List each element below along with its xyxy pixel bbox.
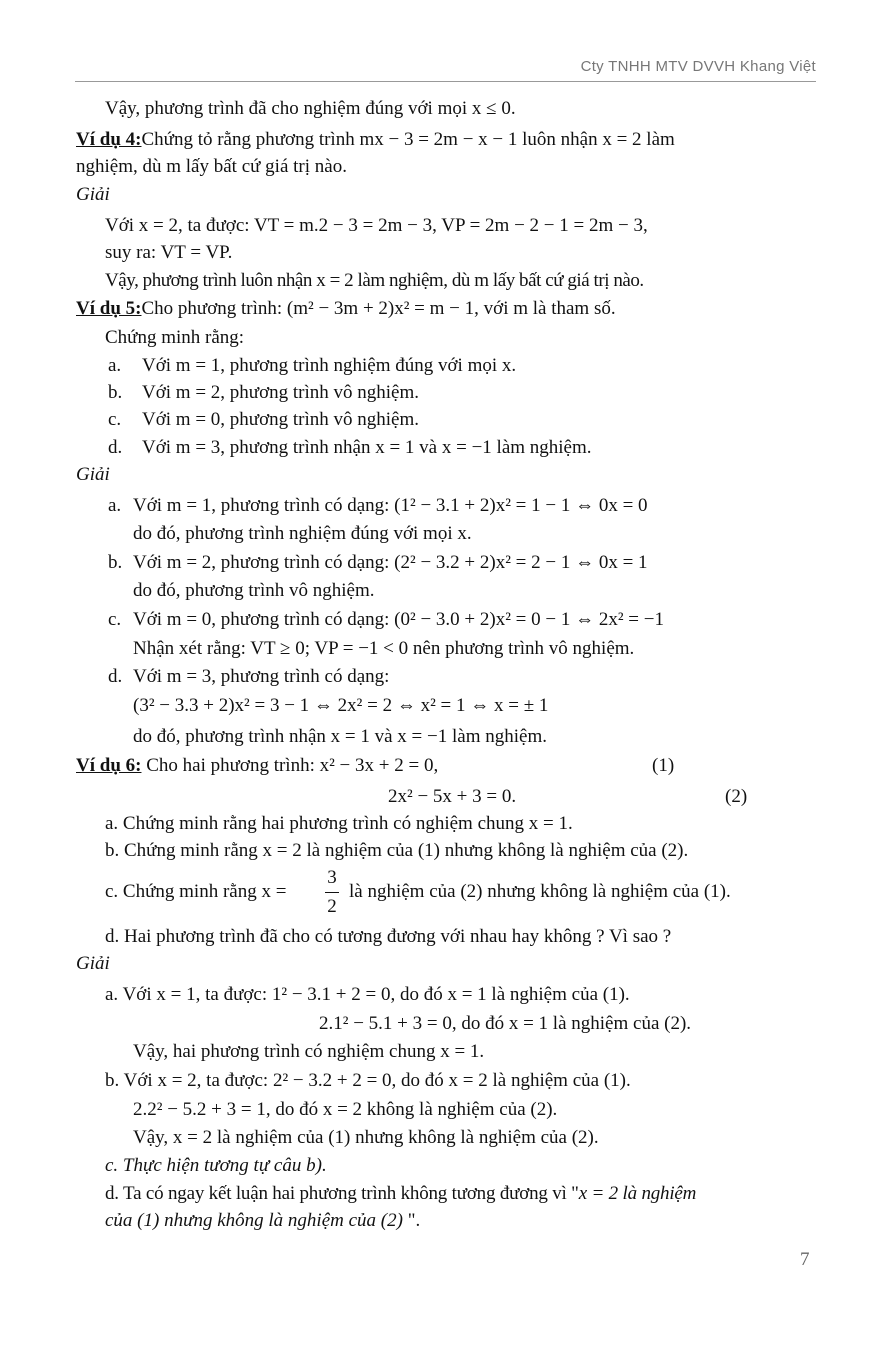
s6-d-line-2	[105, 1210, 420, 1232]
example-4-text-1: Chứng tỏ rằng phương trình mx − 3 = 2m − x − 1 luôn nhận x = 2 làm	[141, 129, 675, 150]
ex4-solution-1: Với x = 2, ta được: VT = m.2 − 3 = 2m − 3, VP = 2m − 2 − 1 = 2m − 3,	[105, 215, 648, 236]
ex6-question-d: d. Hai phương trình đã cho có tương đương với nhau hay không ? Vì sao ?	[105, 926, 672, 947]
s5-a-line-2: do đó, phương trình nghiệm đúng với mọi x.	[133, 523, 472, 544]
s5-d-line-2: (3² − 3.3 + 2)x² = 3 − 1 ⇔ 2x² = 2 ⇔ x² = 1 ⇔ x = ± 1	[133, 695, 549, 716]
s6-a-line-1: a. Với x = 1, ta được: 1² − 3.1 + 2 = 0, do đó x = 1 là nghiệm của (1).	[105, 984, 630, 1005]
solution-label-6: Giải	[76, 953, 110, 974]
ex6-question-c-part-2: là nghiệm của (2) nhưng không là nghiệm của (1).	[349, 881, 731, 902]
s5-a-line-1: Với m = 1, phương trình có dạng: (1² − 3.1 + 2)x² = 1 − 1 ⇔ 0x = 0	[133, 495, 648, 516]
example-5-line-1	[76, 298, 616, 320]
s5-b-marker: b.	[108, 552, 123, 573]
example-5-text: Cho phương trình: (m² − 3m + 2)x² = m − 1, với m là tham số.	[141, 298, 616, 319]
example-4-line-2: nghiệm, dù m lấy bất cứ giá trị nào.	[76, 156, 347, 177]
ex5-item-b-marker: b.	[108, 382, 123, 403]
ex5-item-d: Với m = 3, phương trình nhận x = 1 và x = −1 làm nghiệm.	[142, 437, 592, 458]
ex5-item-d-marker: d.	[108, 437, 123, 458]
example-6-line-1	[76, 755, 438, 777]
s6-d-quote-start: x = 2 là nghiệm	[578, 1183, 697, 1204]
s5-d-line-3: do đó, phương trình nhận x = 1 và x = −1 làm nghiệm.	[133, 726, 547, 747]
example-6-text: Cho hai phương trình: x² − 3x + 2 = 0,	[146, 755, 439, 776]
s6-a-line-2: 2.1² − 5.1 + 3 = 0, do đó x = 1 là nghiệm của (2).	[319, 1013, 692, 1034]
s6-d-quote-end: của (1) nhưng không là nghiệm của (2)	[105, 1210, 403, 1231]
solution-label-4: Giải	[76, 184, 110, 205]
ex5-item-a: Với m = 1, phương trình nghiệm đúng với mọi x.	[142, 355, 517, 376]
ex4-solution-3: Vậy, phương trình luôn nhận x = 2 làm nghiệm, dù m lấy bất cứ giá trị nào.	[105, 270, 644, 291]
s6-d-line-1	[105, 1183, 696, 1205]
ex6-question-a: a. Chứng minh rằng hai phương trình có nghiệm chung x = 1.	[105, 813, 573, 834]
page-number: 7	[800, 1249, 810, 1270]
s6-b-line-1: b. Với x = 2, ta được: 2² − 3.2 + 2 = 0, do đó x = 2 là nghiệm của (1).	[105, 1070, 631, 1091]
example-4-label: Ví dụ 4:	[76, 129, 142, 150]
fraction-numerator: 3	[327, 867, 337, 888]
s5-c-marker: c.	[108, 609, 122, 630]
s5-d-line-1: Với m = 3, phương trình có dạng:	[133, 666, 390, 687]
header-rule	[75, 81, 816, 82]
ex6-question-c-part-1: c. Chứng minh rằng x =	[105, 881, 287, 902]
ex5-item-c: Với m = 0, phương trình vô nghiệm.	[142, 409, 420, 430]
example-6-equation-2: 2x² − 5x + 3 = 0.	[388, 786, 517, 807]
equation-number-1: (1)	[652, 755, 675, 776]
s6-d-text: d. Ta có ngay kết luận hai phương trình không tương đương vì "	[105, 1183, 579, 1204]
ex5-item-c-marker: c.	[108, 409, 122, 430]
s5-d-marker: d.	[108, 666, 123, 687]
example-5-label: Ví dụ 5:	[76, 298, 142, 319]
conclusion-line: Vậy, phương trình đã cho nghiệm đúng với mọi x ≤ 0.	[105, 98, 516, 119]
ex4-solution-2: suy ra: VT = VP.	[105, 242, 233, 263]
s5-b-line-1: Với m = 2, phương trình có dạng: (2² − 3.2 + 2)x² = 2 − 1 ⇔ 0x = 1	[133, 552, 648, 573]
s6-d-close: ".	[402, 1210, 421, 1231]
s6-b-line-2: 2.2² − 5.2 + 3 = 1, do đó x = 2 không là nghiệm của (2).	[133, 1099, 558, 1120]
s5-c-line-2: Nhận xét rằng: VT ≥ 0; VP = −1 < 0 nên phương trình vô nghiệm.	[133, 638, 635, 659]
page-header: Cty TNHH MTV DVVH Khang Việt	[580, 58, 816, 75]
equation-number-2: (2)	[725, 786, 748, 807]
s5-a-marker: a.	[108, 495, 122, 516]
example-4-line-1	[76, 129, 816, 151]
example-6-label: Ví dụ 6:	[76, 755, 142, 776]
ex5-item-b: Với m = 2, phương trình vô nghiệm.	[142, 382, 420, 403]
ex5-item-a-marker: a.	[108, 355, 122, 376]
s6-c-line: c. Thực hiện tương tự câu b).	[105, 1155, 327, 1176]
ex6-question-b: b. Chứng minh rằng x = 2 là nghiệm của (1) nhưng không là nghiệm của (2).	[105, 840, 689, 861]
s6-b-line-3: Vậy, x = 2 là nghiệm của (1) nhưng không là nghiệm của (2).	[133, 1127, 599, 1148]
s6-a-line-3: Vậy, hai phương trình có nghiệm chung x = 1.	[133, 1041, 485, 1062]
solution-label-5: Giải	[76, 464, 110, 485]
fraction-bar	[325, 892, 339, 893]
s5-b-line-2: do đó, phương trình vô nghiệm.	[133, 580, 375, 601]
s5-c-line-1: Với m = 0, phương trình có dạng: (0² − 3.0 + 2)x² = 0 − 1 ⇔ 2x² = −1	[133, 609, 664, 630]
ex5-prove-intro: Chứng minh rằng:	[105, 327, 245, 348]
fraction-denominator: 2	[327, 896, 337, 917]
